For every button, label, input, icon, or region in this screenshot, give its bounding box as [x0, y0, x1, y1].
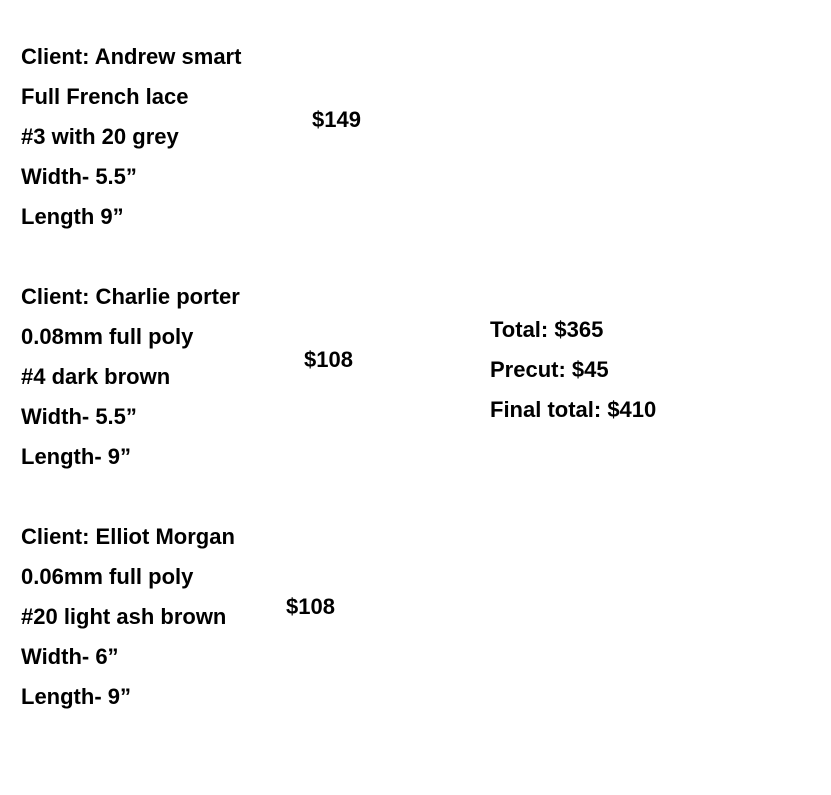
order-price: $149 [312, 107, 361, 132]
hair-color: #3 with 20 grey [21, 124, 179, 149]
unit-length: Length- 9” [21, 684, 131, 709]
total-amount: Total: $365 [490, 317, 604, 342]
order-block-charlie-porter [21, 277, 240, 477]
order-price: $108 [286, 594, 335, 619]
unit-width: Width- 5.5” [21, 164, 137, 189]
totals-summary [490, 310, 656, 430]
final-total-amount: Final total: $410 [490, 397, 657, 422]
hair-color: #4 dark brown [21, 364, 171, 389]
order-block-andrew-smart [21, 37, 241, 237]
unit-length: Length 9” [21, 204, 124, 229]
unit-width: Width- 5.5” [21, 404, 137, 429]
client-name: Client: Charlie porter [21, 284, 240, 309]
unit-width: Width- 6” [21, 644, 119, 669]
client-name: Client: Andrew smart [21, 44, 242, 69]
order-block-elliot-morgan [21, 517, 235, 717]
order-price: $108 [304, 347, 353, 372]
hair-color: #20 light ash brown [21, 604, 227, 629]
unit-type: 0.08mm full poly [21, 324, 194, 349]
precut-amount: Precut: $45 [490, 357, 609, 382]
unit-type: Full French lace [21, 84, 189, 109]
unit-length: Length- 9” [21, 444, 131, 469]
client-name: Client: Elliot Morgan [21, 524, 235, 549]
unit-type: 0.06mm full poly [21, 564, 194, 589]
